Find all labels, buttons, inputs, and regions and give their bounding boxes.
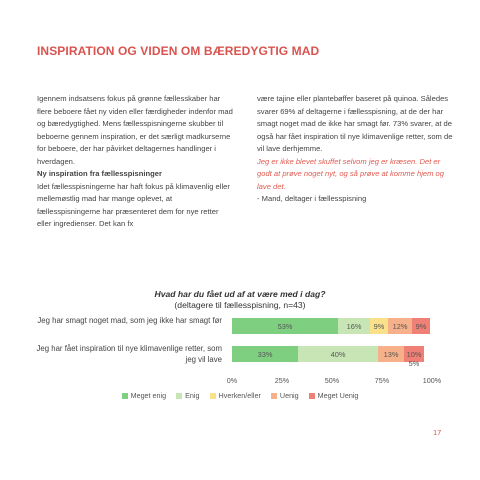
x-axis-ticks [0,376,480,388]
data-label: 40% [330,350,346,359]
legend-entry [210,391,261,400]
page-heading: INSPIRATION OG VIDEN OM BÆREDYGTIG MAD [37,44,320,58]
quote-attribution: - Mand, deltager i fællesspisning [257,194,367,203]
bar-segment [378,346,404,362]
legend-label: Meget enig [130,391,167,400]
chart-title: Hvad har du fået ud af at være med i dag? [154,289,326,299]
participant-quote: Jeg er ikke blevet skuffet selvom jeg er kræsen. Det er godt at prøve noget nyt, og så prøve at komme hjem og lave det. [257,156,444,191]
x-tick-label: 50% [324,376,340,385]
bar-segment [232,318,338,334]
legend-entry [271,391,299,400]
legend-swatch [309,393,315,399]
x-tick-label: 25% [274,376,290,385]
bar-segment [404,346,424,368]
data-label: 16% [346,322,362,331]
category-label: Jeg har fået inspiration til nye klimavenlige retter, som jeg vil lave [36,344,222,364]
section-subheading: Ny inspiration fra fællesspisninger [37,169,162,178]
x-tick-label: 75% [374,376,390,385]
chart-legend [0,391,480,400]
data-label: 33% [257,350,273,359]
page-number: 17 [433,428,442,437]
legend-entry [309,391,359,400]
data-label: 10% 5% [406,350,422,368]
bar-segment [232,346,298,362]
legend-label: Hverken/eller [218,391,261,400]
left-text-column [37,93,233,231]
bar-segment [338,318,370,334]
data-label: 53% [277,322,293,331]
legend-label: Meget Uenig [317,391,359,400]
body-paragraph-continued: være tajine eller plantebøffer baseret på quinoa. Således svarer 69% af deltagerne i fællesspisning, at de der har smagt noget mad de ikke har smagt før. 73% svarer, at de også har fået inspiration til nye klimavenlige retter, som de vil lave derhjemme. [257,94,453,153]
bar-segment [388,318,412,334]
legend-swatch [122,393,128,399]
bar-segment [370,318,388,334]
chart-subtitle: (deltagere til fællesspisning, n=43) [174,300,306,310]
legend-swatch [176,393,182,399]
category-label: Jeg har smagt noget mad, som jeg ikke har smagt før [37,316,222,325]
legend-label: Uenig [279,391,299,400]
bar-segment [298,346,378,362]
data-label: 13% [383,350,399,359]
bar-segment [412,318,430,334]
data-label: 12% [392,322,408,331]
right-text-column [257,93,453,206]
legend-swatch [210,393,216,399]
legend-label: Enig [185,391,200,400]
x-tick-label: 0% [226,376,238,385]
data-label: 9% [415,322,427,331]
legend-swatch [271,393,277,399]
stacked-bar-row-2 [232,346,432,368]
x-tick-label: 100% [422,376,442,385]
data-label: 9% [373,322,385,331]
body-paragraph: Idet fællesspisningerne har haft fokus på klimavenlig eller mellemøstlig mad har mange oplevet, at fællesspisningerne har præsenteret dem for nye retter eller ingredienser. Det kan fx [37,181,230,228]
stacked-bar-row-1 [232,318,432,334]
legend-entry [176,391,199,400]
legend-entry [122,391,167,400]
intro-paragraph: Igennem indsatsens fokus på grønne fællesskaber har flere beboere fået ny viden eller færdigheder indenfor mad og bæredygtighed. Mens fællesspisningerne skubber til beboerne gennem inspiration, er det særligt madkurserne for beboere, der har påvirket deltagernes handlinger i hverdagen. [37,94,233,166]
